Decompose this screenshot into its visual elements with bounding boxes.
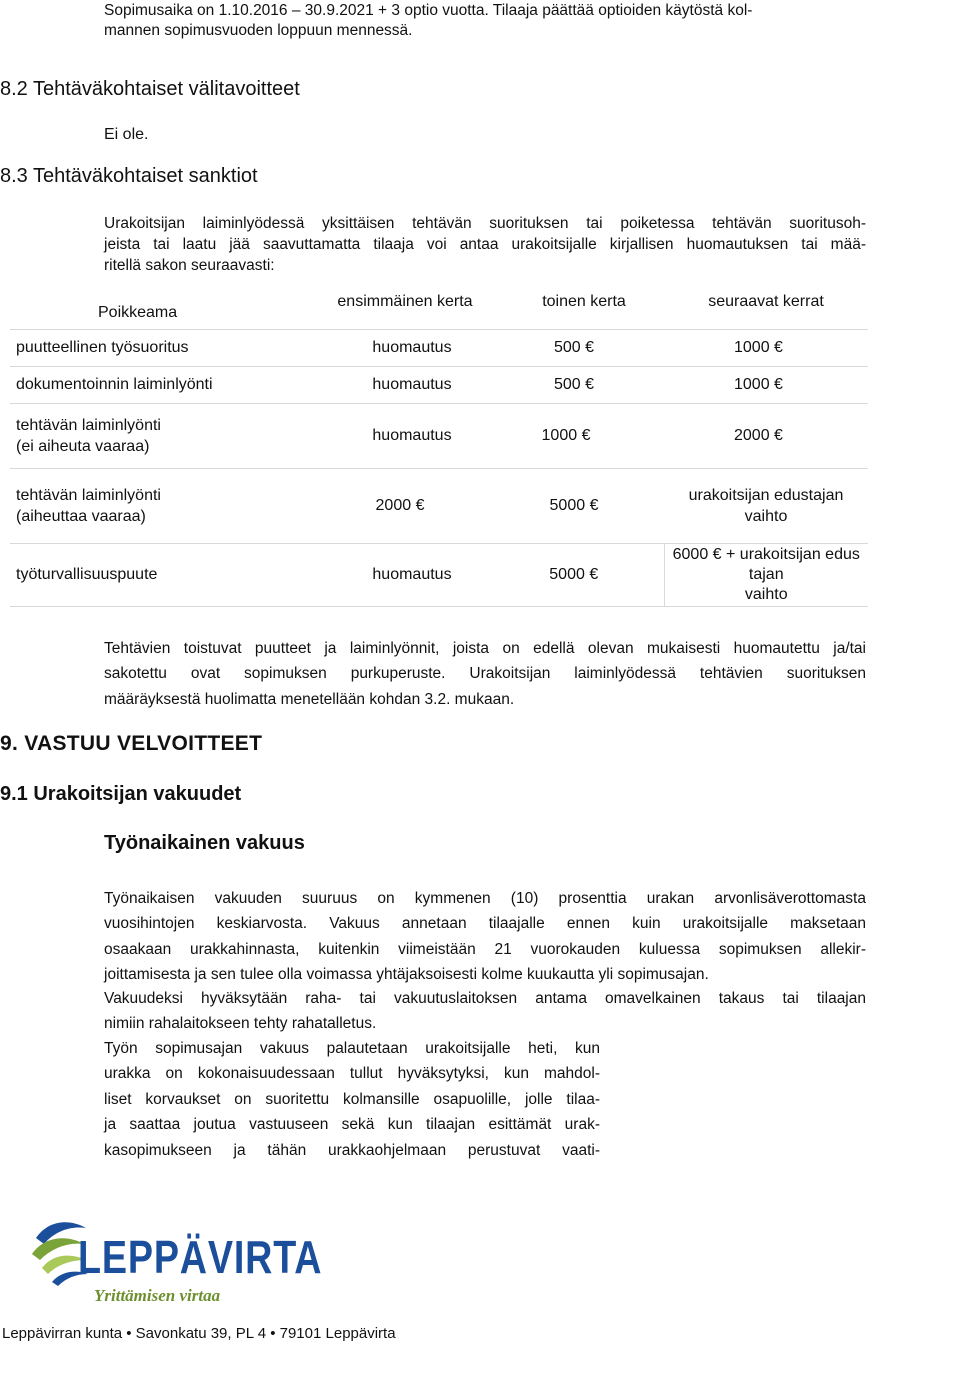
after-line: määräyksestä huolimatta menetellään kohdan 3.2. mukaan. [104, 690, 515, 708]
cell-first: 2000 € [296, 468, 484, 543]
para-line: joittamisesta ja sen tulee olla voimassa yhtäjaksoisesti kolme kuukautta yli sopimusajan. [104, 966, 709, 984]
para-line: Työnaikaisen vakuuden suuruus on kymmenen (10) prosenttia urakan arvonlisäverottomasta [104, 890, 866, 907]
after-line: Tehtävien toistuvat puutteet ja laiminlyönnit, joista on edellä olevan mukaisesti huomautettu ja/tai [104, 640, 866, 657]
cell-first: huomautus [296, 366, 484, 403]
section-8-2-text: Ei ole. [104, 126, 149, 143]
cell-first: huomautus [296, 403, 484, 468]
para-line: kasopimukseen ja tähän urakkaohjelmaan perustuvat vaati- [104, 1141, 600, 1159]
section-9-title: 9. VASTUU VELVOITTEET [0, 732, 263, 755]
vakuus-paragraph-1 [104, 886, 866, 988]
intro-line: Urakoitsijan laiminlyödessä yksittäisen tehtävän suorituksen tai poiketessa tehtävän suoritusoh- [104, 215, 866, 232]
th-second: toinen kerta [484, 281, 664, 329]
para-line: osaakaan urakkahinnasta, kuitenkin viimeistään 21 vuorokauden kuluessa sopimuksen allekir- [104, 940, 866, 958]
header-line-1: Sopimusaika on 1.10.2016 – 30.9.2021 + 3 optio vuotta. Tilaaja päättää optioiden käytöstä kol- [104, 2, 753, 19]
para-line: urakka on kokonaisuudessaan tullut hyväksytyksi, kun mahdol- [104, 1065, 600, 1083]
section-8-3-after [104, 636, 866, 712]
cell-next: 2000 € [664, 403, 868, 468]
cell-next-line: urakoitsijan edustajan [688, 486, 844, 504]
intro-line: jeista tai laatu jää saavuttamatta tilaaja voi antaa urakoitsijalle kirjallisen huomautuksen tai mää- [104, 236, 866, 253]
table-row [10, 403, 868, 468]
cell-first: huomautus [296, 543, 484, 606]
section-8-3-intro [104, 213, 866, 276]
header-line-2: mannen sopimusvuoden loppuun mennessä. [104, 22, 413, 39]
para-line: Työn sopimusajan vakuus palautetaan urakoitsijalle heti, kun [104, 1040, 600, 1057]
cell-poikkeama: dokumentoinnin laiminlyönti [10, 366, 296, 403]
cell-next [664, 543, 868, 606]
table-row [10, 468, 868, 543]
cell-next-line: vaihto [744, 585, 788, 603]
para-line: liset korvaukset on suoritettu kolmansille osapuolille, jolle tilaa- [104, 1090, 600, 1108]
cell-next: 1000 € [664, 329, 868, 366]
vakuus-paragraph-3 [104, 1036, 600, 1163]
logo-wordmark: LEPPÄVIRTA [78, 1231, 323, 1283]
cell-second: 5000 € [484, 543, 664, 606]
cell-poikkeama [10, 403, 296, 468]
cell-next: 1000 € [664, 366, 868, 403]
th-first: ensimmäinen kerta [296, 281, 484, 329]
table-row [10, 329, 868, 366]
section-8-2-title: 8.2 Tehtäväkohtaiset välitavoitteet [0, 78, 300, 100]
para-line: Vakuudeksi hyväksytään raha- tai vakuutuslaitoksen antama omavelkainen takaus tai tilaajan [104, 990, 866, 1007]
cell-poikkeama: työturvallisuuspuute [10, 543, 296, 606]
cell-next-line: 6000 € + urakoitsijan edus [672, 545, 860, 563]
cell-second: 500 € [484, 366, 664, 403]
tyonaikainen-vakuus-heading: Työnaikainen vakuus [104, 832, 305, 854]
cell-next-line: tajan [748, 565, 784, 583]
sanction-table [10, 281, 868, 607]
cell-next [664, 468, 868, 543]
section-9-1-title: 9.1 Urakoitsijan vakuudet [0, 783, 242, 805]
cell-poikkeama-line: (ei aiheuta vaaraa) [16, 437, 150, 455]
para-line: ja saattaa joutua vastuuseen sekä kun tilaajan esittämät urak- [104, 1116, 600, 1134]
table-header-row [10, 281, 868, 329]
vakuus-paragraph-2 [104, 986, 866, 1037]
after-line: sakotettu ovat sopimuksen purkuperuste. Urakoitsijan laiminlyödessä tehtävien suorituksen [104, 665, 866, 683]
cell-second: 5000 € [484, 468, 664, 543]
cell-poikkeama-line: (aiheuttaa vaaraa) [16, 507, 146, 525]
footer-address: Leppävirran kunta • Savonkatu 39, PL 4 • 79101 Leppävirta [2, 1325, 396, 1342]
th-poikkeama: Poikkeama [10, 281, 296, 329]
leppavirta-logo [28, 1208, 323, 1308]
para-line: vuosihintojen keskiarvosta. Vakuus annetaan tilaajalle ennen kuin urakoitsijalle maksetaan [104, 915, 866, 933]
cell-poikkeama: puutteellinen työsuoritus [10, 329, 296, 366]
logo-tagline: Yrittämisen virtaa [94, 1286, 221, 1305]
section-8-3-title: 8.3 Tehtäväkohtaiset sanktiot [0, 165, 258, 187]
table-row [10, 543, 868, 606]
intro-line: ritellä sakon seuraavasti: [104, 257, 275, 274]
th-next: seuraavat kerrat [664, 281, 868, 329]
cell-poikkeama-line: tehtävän laiminlyönti [16, 486, 161, 504]
cell-second: 1000 € [484, 403, 664, 468]
table-row [10, 366, 868, 403]
cell-poikkeama-line: tehtävän laiminlyönti [16, 416, 161, 434]
cell-first: huomautus [296, 329, 484, 366]
cell-second: 500 € [484, 329, 664, 366]
cell-next-line: vaihto [744, 507, 788, 525]
cell-poikkeama [10, 468, 296, 543]
para-line: nimiin rahalaitokseen tehty rahatalletus. [104, 1015, 377, 1033]
